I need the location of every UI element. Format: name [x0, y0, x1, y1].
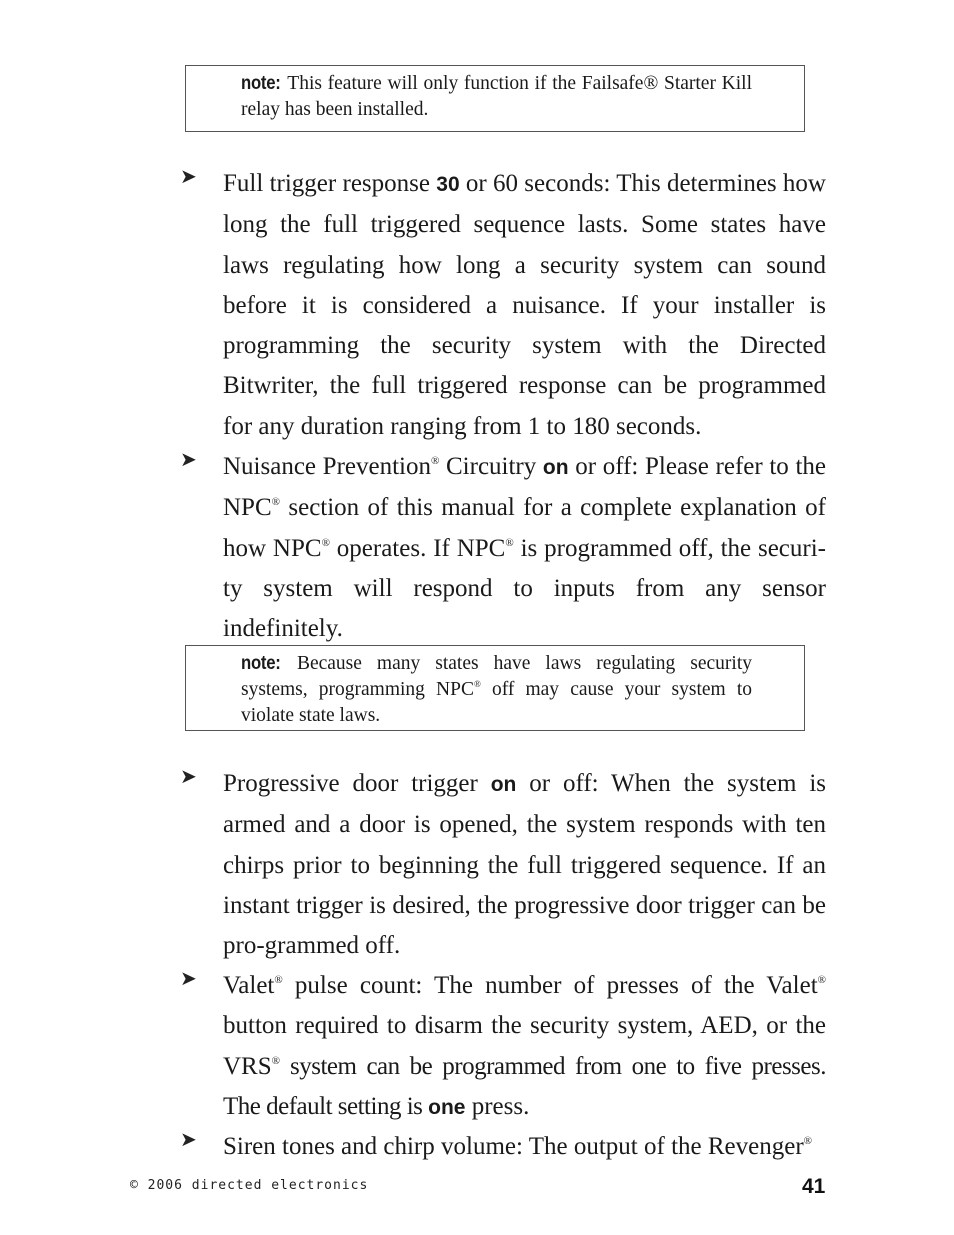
registered-mark: ® — [271, 1054, 280, 1067]
default-value: 30 — [436, 173, 460, 196]
registered-mark: ® — [430, 455, 440, 467]
footer-copyright: © 2006 directed electronics — [130, 1178, 369, 1193]
list-item-valet-pulse — [180, 966, 826, 1128]
note-label: note: — [241, 73, 281, 94]
registered-mark: ® — [271, 496, 280, 509]
registered-mark: ® — [505, 536, 514, 549]
list-item-text: Nuisance Prevention® Circuitry on or off: Please refer to the NPC® section of this manual for a complete explanation of how NPC® operates. If NPC® is programmed off, the securi-ty system will respond to inputs from any sensor indefinitely. — [223, 453, 826, 643]
default-value: on — [542, 456, 569, 479]
note-box-failsafe — [185, 65, 805, 132]
list-item-progressive-door — [180, 764, 826, 966]
default-value: one — [428, 1095, 466, 1119]
note-text: This feature will only function if the Failsafe® Starter Kill relay has been installed. — [241, 73, 752, 120]
bullet-arrow-icon: ➤ — [180, 764, 197, 788]
list-item-nuisance-prevention — [180, 447, 826, 649]
bullet-arrow-icon: ➤ — [180, 164, 197, 188]
list-item-text: Full trigger response 30 or 60 seconds: This determines how long the full triggered sequence lasts. Some states have laws regulating how long a security system can sound before it is considered a nuisance. If your installer is programming the security system with the Directed Bitwriter, the full triggered response can be programmed for any duration ranging from 1 to 180 seconds. — [223, 170, 826, 440]
note-label: note: — [241, 653, 281, 674]
registered-mark: ® — [321, 536, 330, 549]
list-item-text: Progressive door trigger on or off: When the system is armed and a door is opened, the system responds with ten chirps prior to beginning the full triggered sequence. If an instant trigger is desired, the progressive door trigger can be pro-grammed off. — [223, 770, 826, 960]
note-text: off may cause your system to violate state laws. — [241, 679, 752, 726]
registered-mark: ® — [274, 974, 283, 986]
registered-mark: ® — [803, 1135, 813, 1147]
list-item-text: Valet® pulse count: The number of presses of the Valet® button required to disarm the security system, AED, or the VRS® system can be programmed from one to five presses. The default setting is one press. — [223, 972, 826, 1120]
list-item-text: Siren tones and chirp volume: The output of the Revenger® — [223, 1133, 813, 1160]
note-box-state-laws — [185, 645, 805, 731]
list-item-full-trigger — [180, 164, 826, 447]
list-item-siren-tones — [180, 1127, 826, 1167]
registered-mark: ® — [817, 974, 826, 986]
bullet-arrow-icon: ➤ — [180, 1127, 197, 1151]
bullet-arrow-icon: ➤ — [180, 966, 197, 990]
note-text: Because many states have laws regulating security systems, programming NPC — [241, 653, 752, 700]
default-value: on — [490, 773, 517, 796]
bullet-arrow-icon: ➤ — [180, 447, 197, 471]
registered-mark: ® — [473, 679, 481, 689]
page-number: 41 — [802, 1175, 826, 1198]
